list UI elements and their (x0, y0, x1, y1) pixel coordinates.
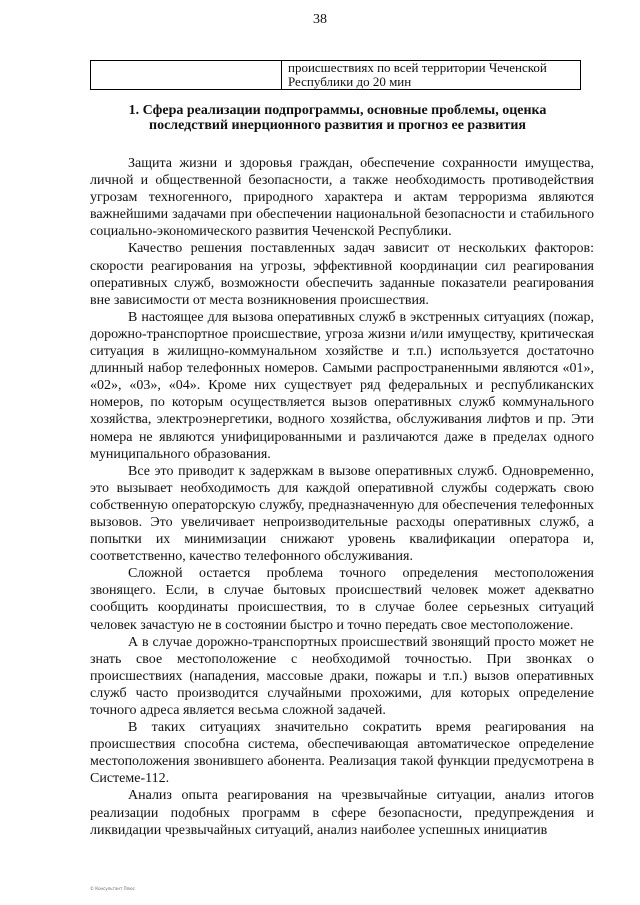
paragraph: Сложной остается проблема точного определения местоположения звонящего. Если, в случае бытовых происшествий человек может адекватно сообщить координаты происшествия, то в случае более серьезных ситуаций человек зачастую не в состоянии быстро и точно передать свое местоположение. (90, 566, 594, 633)
section-heading: 1. Сфера реализации подпрограммы, основные проблемы, оценка последствий инерционного развития и прогноз ее развития (128, 103, 547, 133)
paragraph: В настоящее для вызова оперативных служб в экстренных ситуациях (пожар, дорожно-транспортное происшествие, угроза жизни и/или имуществу, критическая ситуация в жилищно-коммунальном хозяйстве и т.п.) используется достаточно длинный набор телефонных номеров. Самыми распространенными являются «01», «02», «03», «04». Кроме них существует ряд федеральных и республиканских номеров, по которым осуществляется вызов оперативных служб коммунального хозяйства, электроэнергетики, водного хозяйства, обслуживания лифтов и пр. Эти номера не являются унифицированными и различаются даже в пределах одного муниципального образования. (90, 309, 594, 462)
page-number: 38 (313, 12, 327, 27)
table-cell-right: происшествиях по всей территории Чеченской Республики до 20 мин (282, 61, 581, 90)
paragraph: А в случае дорожно-транспортных происшествий звонящий просто может не знать свое местоположение с необходимой точностью. При звонках о происшествиях (нападения, массовые драки, пожары и т.п.) вызов оперативных служб часто производится случайными прохожими, для которых определение точного адреса является весьма сложной задачей. (90, 634, 594, 718)
paragraph: В таких ситуациях значительно сократить время реагирования на происшествия способна система, обеспечивающая автоматическое определение местоположения звонившего абонента. Реализация такой функции предусмотрена в Системе-112. (90, 720, 594, 787)
table-cell-left (91, 61, 282, 90)
body-text (90, 155, 594, 839)
paragraph: Анализ опыта реагирования на чрезвычайные ситуации, анализ итогов реализации подобных программ в сфере безопасности, предупреждения и ликвидации чрезвычайных ситуаций, анализ наиболее успешных инициатив (90, 788, 594, 838)
continued-table (90, 60, 581, 90)
table-row (91, 61, 581, 90)
footer-note: © Консультант Плюс (90, 886, 135, 891)
paragraph: Качество решения поставленных задач зависит от нескольких факторов: скорости реагирования на угрозы, эффективной координации сил реагирования оперативных служб, возможности обеспечить заданные показатели реагирования вне зависимости от места возникновения происшествия. (90, 241, 594, 308)
paragraph: Все это приводит к задержкам в вызове оперативных служб. Одновременно, это вызывает необходимость для каждой оперативной службы содержать свою собственную операторскую службу, предназначенную для обеспечения телефонных вызовов. Это увеличивает непроизводительные расходы оперативных служб, а попытки их минимизации снижают уровень квалификации оператора и, соответственно, качество телефонного обслуживания. (90, 463, 594, 565)
paragraph: Защита жизни и здоровья граждан, обеспечение сохранности имущества, личной и общественной безопасности, а также необходимость противодействия угрозам техногенного, природного характера и актам терроризма являются важнейшими задачами при обеспечении национальной безопасности и стабильного социально-экономического развития Чеченской Республики. (90, 156, 594, 240)
